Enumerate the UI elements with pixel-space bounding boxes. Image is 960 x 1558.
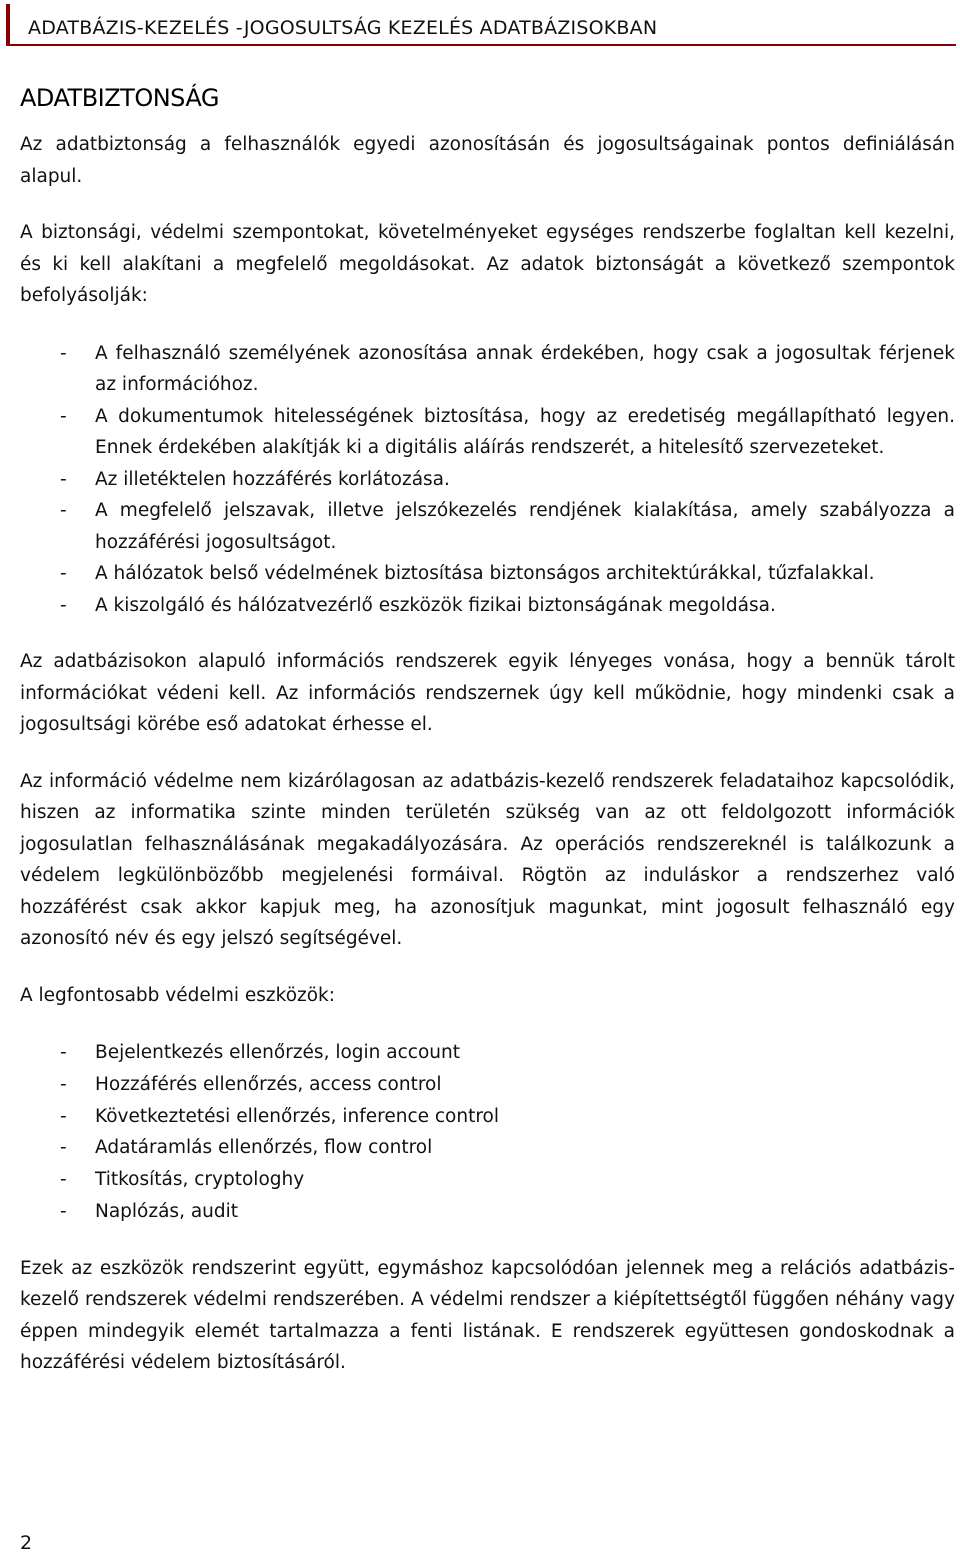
running-header-title: ADATBÁZIS-KEZELÉS -JOGOSULTSÁG KEZELÉS ADATBÁZISOKBAN <box>28 17 658 39</box>
page-number: 2 <box>20 1532 33 1554</box>
list-item: - Az illetéktelen hozzáférés korlátozása. <box>20 464 955 496</box>
paragraph-requirements: A biztonsági, védelmi szempontokat, követelményeket egységes rendszerbe foglaltan kell kezelni, és ki kell alakítani a megfelelő megoldásokat. Az adatok biztonságát a következő szempontok befolyásolják: <box>20 222 955 306</box>
list-item: - A kiszolgáló és hálózatvezérlő eszközök fizikai biztonságának megoldása. <box>20 590 955 622</box>
list-item: - Következtetési ellenőrzés, inference control <box>20 1101 955 1133</box>
paragraph-conclusion: Ezek az eszközök rendszerint együtt, egymáshoz kapcsolódóan jelennek meg a relációs adatbázis-kezelő rendszerek védelmi rendszerében. A védelmi rendszer a kiépítettségtől függően néhány vagy éppen mindegyik elemét tartalmazza a fenti listának. E rendszerek együttesen gondoskodnak a hozzáférési védelem biztosításáról. <box>20 1257 955 1374</box>
security-aspects-list <box>20 338 955 622</box>
running-header <box>6 4 956 46</box>
list-item: - Naplózás, audit <box>20 1196 955 1228</box>
list-item: - A megfelelő jelszavak, illetve jelszókezelés rendjének kialakítása, amely szabályozza a hozzáférési jogosultságot. <box>20 495 955 558</box>
list-item: - Titkosítás, cryptologhy <box>20 1164 955 1196</box>
paragraph-information-systems: Az adatbázisokon alapuló információs rendszerek egyik lényeges vonása, hogy a bennük tárolt információkat védeni kell. Az információs rendszernek úgy kell működnie, hogy mindenki csak a jogosultsági körébe eső adatokat érhesse el. <box>20 651 955 735</box>
list-item: - Adatáramlás ellenőrzés, flow control <box>20 1132 955 1164</box>
section-title: ADATBIZTONSÁG <box>20 84 219 112</box>
protection-tools-list <box>20 1037 955 1228</box>
paragraph-information-protection: Az információ védelme nem kizárólagosan az adatbázis-kezelő rendszerek feladataihoz kapcsolódik, hiszen az informatika szinte minden területén szükség van az ott feldolgozott információk jogosulatlan felhasználásának megakadályozására. Az operációs rendszereknél is találkozunk a védelem legkülönbözőbb megjelenési formáival. Rögtön az induláskor a rendszerhez való hozzáférést csak akkor kapjuk meg, ha azonosítjuk magunkat, mint jogosult felhasználó egy azonosító név és egy jelszó segítségével. <box>20 770 955 949</box>
document-body <box>20 84 955 1379</box>
list-item: - Hozzáférés ellenőrzés, access control <box>20 1069 955 1101</box>
paragraph-intro: Az adatbiztonság a felhasználók egyedi azonosításán és jogosultságainak pontos definiálásán alapul. <box>20 134 955 187</box>
list-item: - A hálózatok belső védelmének biztosítása biztonságos architektúrákkal, tűzfalakkal. <box>20 558 955 590</box>
list-item: - A felhasználó személyének azonosítása annak érdekében, hogy csak a jogosultak férjenek az információhoz. <box>20 338 955 401</box>
paragraph-tools-intro: A legfontosabb védelmi eszközök: <box>20 984 335 1006</box>
list-item: - Bejelentkezés ellenőrzés, login account <box>20 1037 955 1069</box>
list-item: - A dokumentumok hitelességének biztosítása, hogy az eredetiség megállapítható legyen. Ennek érdekében alakítják ki a digitális aláírás rendszerét, a hitelesítő szervezeteket. <box>20 401 955 464</box>
